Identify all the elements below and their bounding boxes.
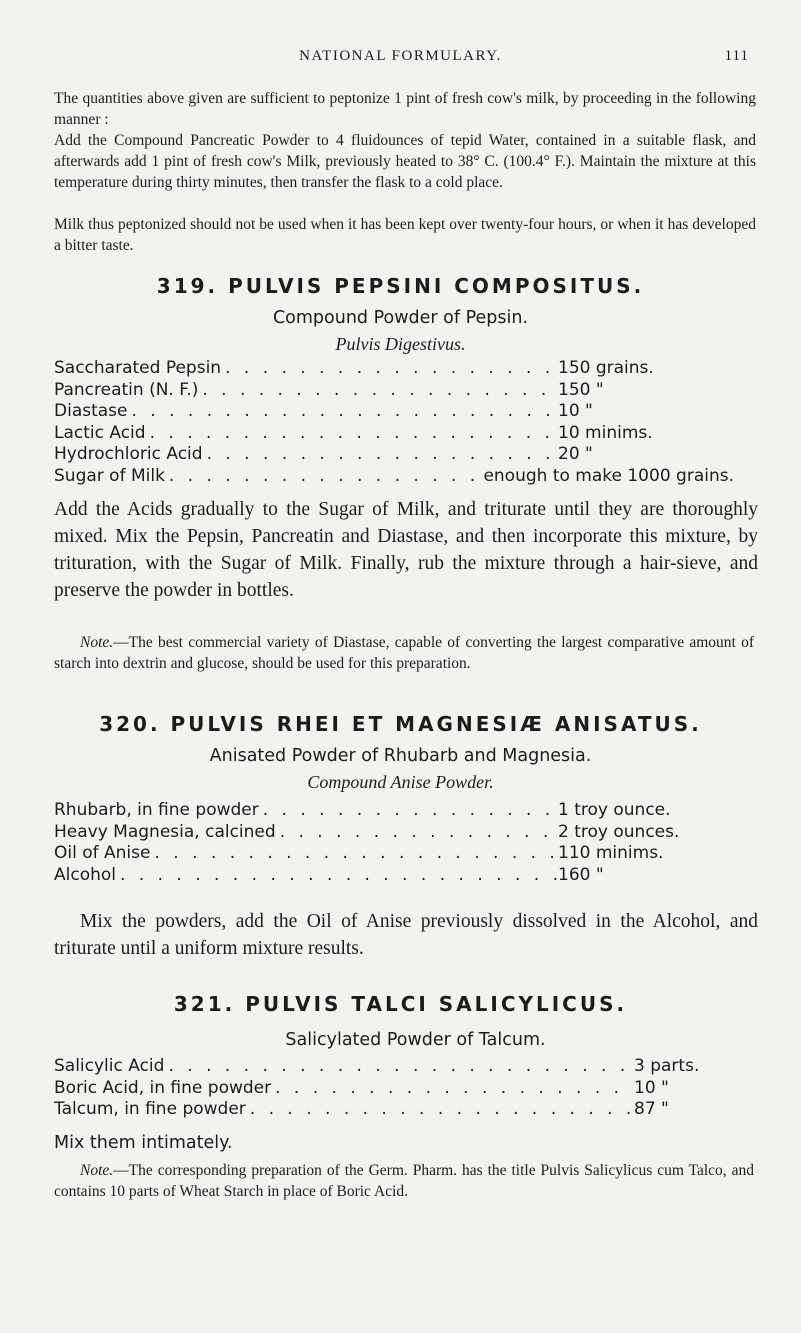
section-321-title: 321. PULVIS TALCI SALICYLICUS. [173, 992, 628, 1016]
ingredient-row [54, 466, 734, 488]
note-text: —The corresponding preparation of the Germ. Pharm. has the title Pulvis Salicylicus cum Talco, and contains 10 parts of Wheat Starch in place of Boric Acid. [54, 1162, 754, 1200]
section-321-note [54, 1160, 754, 1202]
intro-paragraph-2: Add the Compound Pancreatic Powder to 4 fluidounces of tepid Water, contained in a suitable flask, and afterwards add 1 pint of fresh cow's Milk, previously heated to 38° C. (100.4° F.). Maintain the mixture at this temperature during thirty minutes, then transfer the flask to a cold place. [54, 132, 756, 191]
ingredient-name: Lactic Acid [54, 422, 146, 443]
ingredient-quantity: 1 troy ounce. [558, 800, 671, 820]
ingredient-name: Rhubarb, in fine powder [54, 800, 259, 820]
section-321-subtitle: Salicylated Powder of Talcum. [285, 1030, 546, 1050]
section-319-ingredient-list [54, 358, 734, 487]
section-319-note [54, 632, 754, 674]
section-321-ingredient-list [54, 1056, 734, 1121]
ingredient-row [54, 800, 734, 822]
leader-dots [276, 822, 558, 844]
section-321-directions: Mix them intimately. [54, 1133, 233, 1153]
ingredient-quantity: 10 minims. [558, 422, 653, 443]
ingredient-quantity: 87 " [634, 1099, 669, 1119]
section-319-subtitle: Compound Powder of Pepsin. [272, 308, 529, 328]
ingredient-quantity: 160 " [558, 864, 604, 885]
leader-dots [165, 466, 484, 488]
note-text: —The best commercial variety of Diastase, capable of converting the largest comparative amount of starch into dextrin and glucose, should be used for this preparation. [54, 634, 754, 672]
ingredient-row [54, 1078, 734, 1100]
ingredient-quantity: 10 " [634, 1077, 669, 1098]
ingredient-row [54, 822, 734, 844]
section-320-subtitle: Anisated Powder of Rhubarb and Magnesia. [209, 746, 592, 766]
ingredient-row [54, 1099, 734, 1121]
intro-paragraph-3: Milk thus peptonized should not be used when it has been kept over twenty-four hours, or when it has developed a bitter taste. [54, 216, 756, 254]
ingredient-name: Heavy Magnesia, calcined [54, 821, 276, 842]
page-number: 111 [724, 48, 749, 64]
leader-dots [246, 1099, 634, 1121]
leader-dots [146, 423, 558, 445]
ingredient-row [54, 358, 734, 380]
ingredient-quantity: 20 " [558, 444, 593, 464]
ingredient-name: Diastase [54, 401, 128, 421]
section-319-title: 319. PULVIS PEPSINI COMPOSITUS. [156, 274, 645, 298]
leader-dots [198, 380, 558, 402]
section-320-title: 320. PULVIS RHEI ET MAGNESIÆ ANISATUS. [99, 712, 702, 736]
ingredient-name: Boric Acid, in fine powder [54, 1077, 272, 1098]
leader-dots [128, 401, 559, 423]
ingredient-quantity: 2 troy ounces. [558, 821, 680, 842]
section-319-directions: Add the Acids gradually to the Sugar of Milk, and triturate until they are thoroughly mixed. Mix the Pepsin, Pancreatin and Diastase, and then incorporate this mixture, by trituration, with the Sugar of Milk. Finally, rub the mixture through a hair-sieve, and preserve the powder in bottles. [54, 499, 758, 601]
ingredient-name: Salicylic Acid [54, 1056, 165, 1076]
section-319-latin-name: Pulvis Digestivus. [335, 334, 466, 354]
section-320-latin-name: Compound Anise Powder. [307, 772, 494, 792]
ingredient-name: Oil of Anise [54, 843, 151, 863]
ingredient-quantity: 3 parts. [634, 1056, 700, 1076]
running-title: NATIONAL FORMULARY. [299, 48, 502, 64]
ingredient-row [54, 380, 734, 402]
note-label: Note. [80, 1162, 114, 1179]
intro-paragraph-1: The quantities above given are sufficient to peptonize 1 pint of fresh cow's milk, by proceeding in the following manner : [54, 90, 756, 128]
ingredient-quantity: 10 " [558, 401, 593, 421]
section-320-directions: Mix the powders, add the Oil of Anise previously dissolved in the Alcohol, and triturate until a uniform mixture results. [54, 911, 758, 959]
ingredient-quantity: 110 minims. [558, 843, 664, 863]
ingredient-row [54, 401, 734, 423]
leader-dots [271, 1078, 634, 1100]
leader-dots [259, 800, 558, 822]
section-320-ingredient-list [54, 800, 734, 886]
ingredient-name: Talcum, in fine powder [54, 1099, 246, 1119]
leader-dots [164, 1056, 634, 1078]
ingredient-name: Alcohol [54, 864, 116, 885]
ingredient-name: Hydrochloric Acid [54, 444, 203, 464]
ingredient-quantity: 150 " [558, 379, 604, 400]
ingredient-name: Saccharated Pepsin [54, 358, 222, 378]
ingredient-row [54, 444, 734, 466]
ingredient-quantity: enough to make 1000 grains. [483, 465, 734, 486]
leader-dots [203, 444, 558, 466]
running-header [0, 48, 801, 72]
ingredient-row [54, 1056, 734, 1078]
leader-dots [150, 843, 558, 865]
ingredient-row [54, 843, 734, 865]
ingredient-quantity: 150 grains. [558, 358, 654, 378]
note-label: Note. [80, 634, 114, 651]
leader-dots [116, 865, 558, 887]
ingredient-row [54, 865, 734, 887]
ingredient-name: Pancreatin (N. F.) [54, 379, 199, 400]
ingredient-name: Sugar of Milk [54, 465, 165, 486]
leader-dots [221, 358, 558, 380]
ingredient-row [54, 423, 734, 445]
